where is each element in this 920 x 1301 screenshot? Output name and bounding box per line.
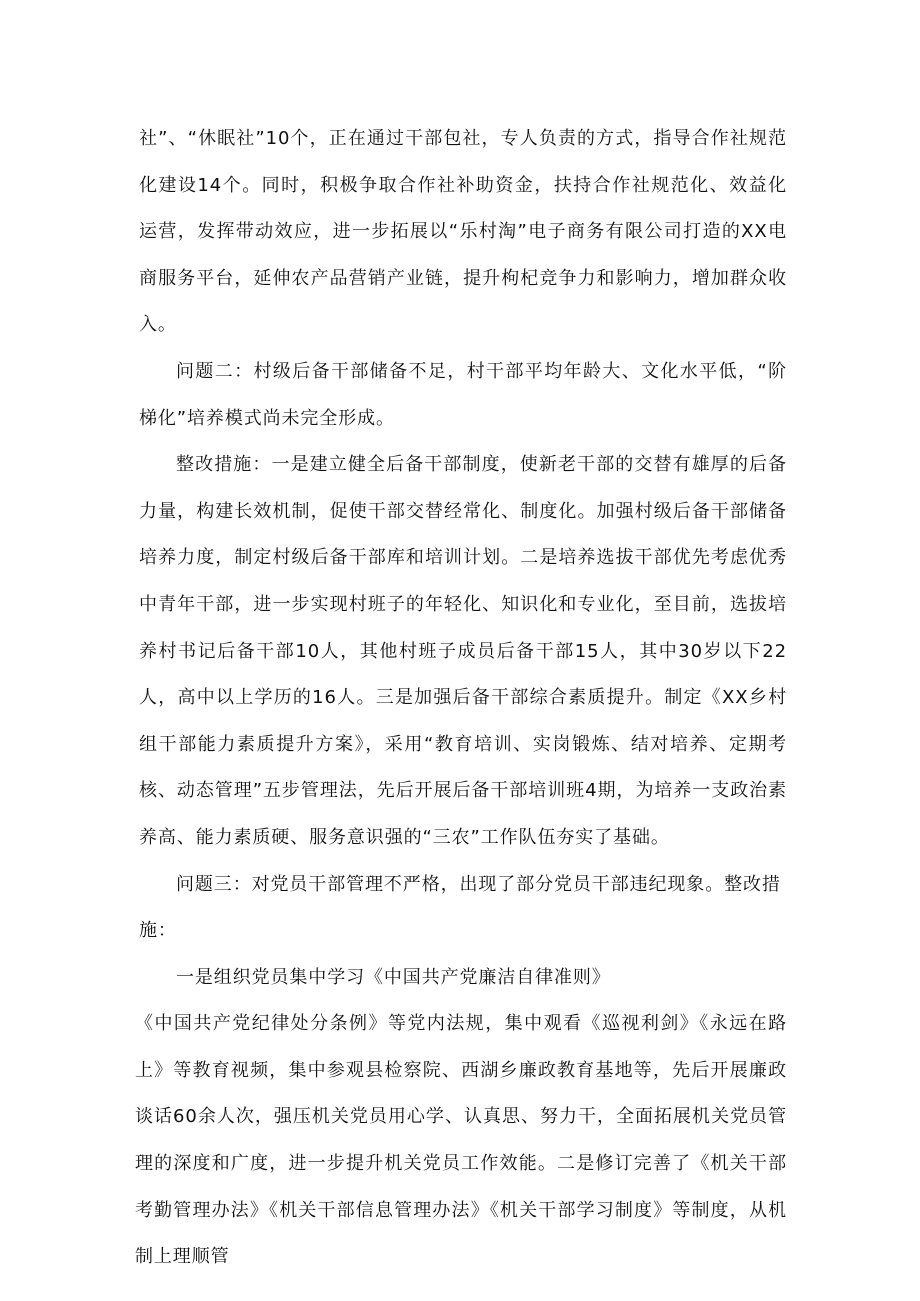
document-body — [135, 116, 787, 1281]
paragraph-study-regulations: 一是组织党员集中学习《中国共产党廉洁自律准则》 — [176, 966, 611, 988]
paragraph-issue-three: 问题三：对党员干部管理不严格，出现了部分党员干部违纪现象。整改措施： — [139, 873, 781, 942]
paragraph-rectification-measures: 整改措施：一是建立健全后备干部制度，使新老干部的交替有雄厚的后备力量，构建长效机制，促使干部交替经常化、制度化。加强村级后备干部储备培养力度，制定村级后备干部库和培训计划。二是培养选拔干部优先考虑优秀中青年干部，进一步实现村班子的年轻化、知识化和专业化，至目前，选拔培养村书记后备干部10人，其他村班子成员后备干部15人，其中30岁以下22人，高中以上学历的16人。三是加强后备干部综合素质提升。制定《XX乡村组干部能力素质提升方案》，采用“教育培训、实岗锻炼、结对培养、定期考核、动态管理”五步管理法，先后开展后备干部培训班4期，为培养一支政治素养高、能力素质硬、服务意识强的“三农”工作队伍夯实了基础。 — [139, 454, 787, 848]
paragraph-issue-two: 问题二：村级后备干部储备不足，村干部平均年龄大、文化水平低，“阶梯化”培养模式尚未完全形成。 — [139, 360, 787, 429]
paragraph-cooperative-development: 社”、“休眠社”10个，正在通过干部包社，专人负责的方式，指导合作社规范化建设14个。同时，积极争取合作社补助资金，扶持合作社规范化、效益化运营，发挥带动效应，进一步拓展以“乐村淘”电子商务有限公司打造的XX电商服务平台，延伸农产品营销产业链，提升枸杞竞争力和影响力，增加群众收入。 — [139, 128, 787, 336]
paragraph-party-discipline: 《中国共产党纪律处分条例》等党内法规，集中观看《巡视利剑》《永远在路上》等教育视频，集中参观县检察院、西湖乡廉政教育基地等，先后开展廉政谈话60余人次，强压机关党员用心学、认真思、努力干，全面拓展机关党员管理的深度和广度，进一步提升机关党员工作效能。二是修订完善了《机关干部考勤管理办法》《机关干部信息管理办法》《机关干部学习制度》等制度，从机制上理顺管 — [135, 1013, 787, 1268]
